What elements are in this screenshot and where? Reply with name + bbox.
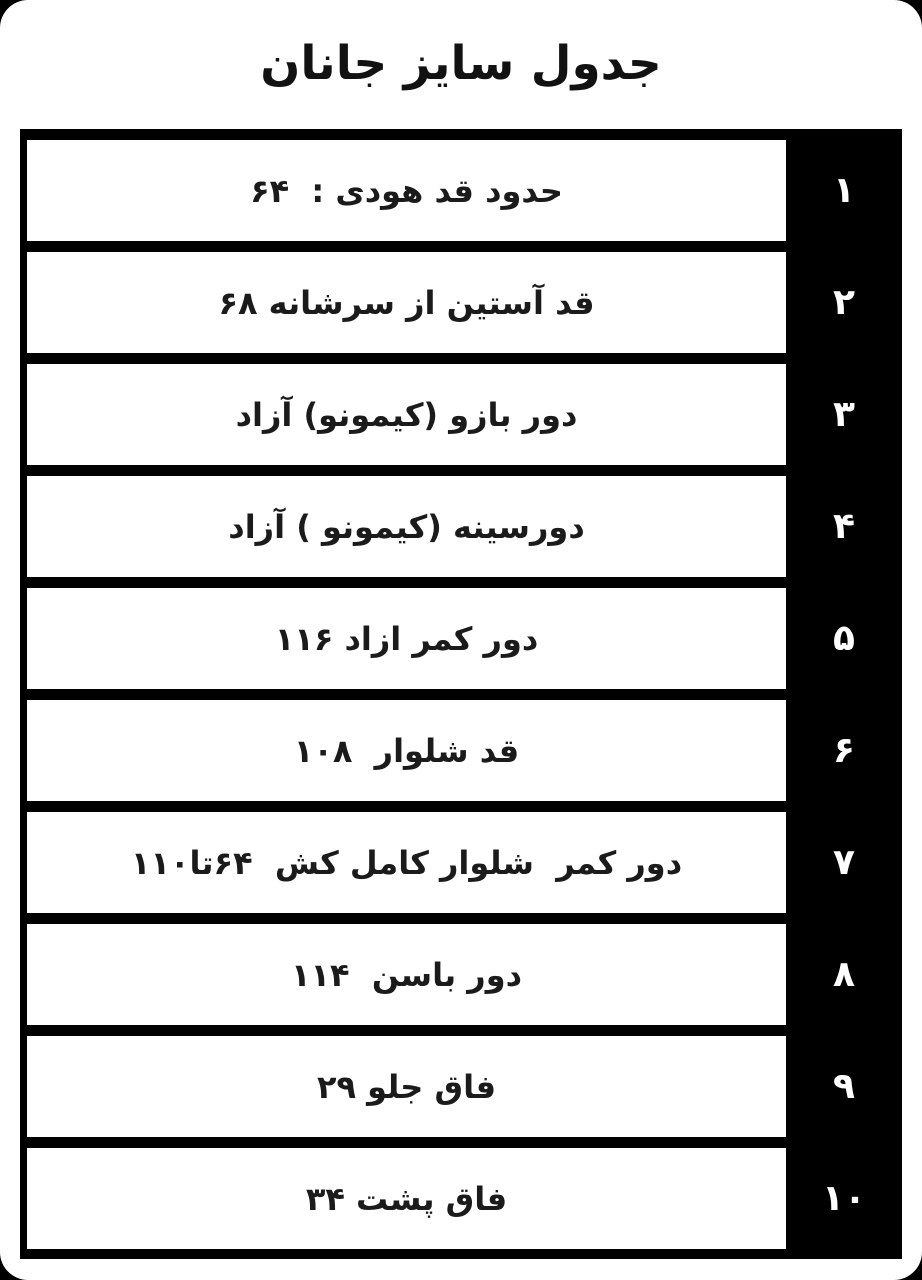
table-row bbox=[27, 812, 902, 913]
row-number: ۲ bbox=[833, 282, 855, 323]
row-number: ۵ bbox=[833, 618, 855, 659]
row-label: دورسینه (کیمونو ) آزاد bbox=[27, 476, 786, 577]
row-number-cell bbox=[786, 140, 902, 241]
row-number-cell bbox=[786, 252, 902, 353]
page-title: جدول سایز جانان bbox=[260, 36, 662, 91]
row-number: ۶ bbox=[833, 730, 855, 771]
row-number: ۱۰ bbox=[822, 1178, 866, 1219]
row-label: فاق پشت ۳۴ bbox=[27, 1148, 786, 1249]
row-number-cell bbox=[786, 476, 902, 577]
table-row bbox=[27, 252, 902, 353]
row-number-cell bbox=[786, 364, 902, 465]
row-number: ۹ bbox=[833, 1066, 855, 1107]
table-row bbox=[27, 588, 902, 689]
table-row bbox=[27, 476, 902, 577]
row-number: ۴ bbox=[833, 506, 855, 547]
row-number: ۷ bbox=[833, 842, 855, 883]
table-row bbox=[27, 140, 902, 241]
row-number: ۱ bbox=[833, 170, 855, 211]
table-row bbox=[27, 1036, 902, 1137]
row-label: فاق جلو ۲۹ bbox=[27, 1036, 786, 1137]
row-number-cell bbox=[786, 1036, 902, 1137]
row-number-cell bbox=[786, 1148, 902, 1249]
row-label: دور کمر ازاد ۱۱۶ bbox=[27, 588, 786, 689]
row-number-cell bbox=[786, 588, 902, 689]
row-number: ۸ bbox=[833, 954, 855, 995]
row-number-cell bbox=[786, 700, 902, 801]
size-table bbox=[20, 129, 902, 1259]
row-number-cell bbox=[786, 924, 902, 1025]
table-row bbox=[27, 1148, 902, 1249]
table-row bbox=[27, 700, 902, 801]
table-row bbox=[27, 924, 902, 1025]
row-label: قد آستین از سرشانه ۶۸ bbox=[27, 252, 786, 353]
row-label: دور بازو (کیمونو) آزاد bbox=[27, 364, 786, 465]
row-number: ۳ bbox=[833, 394, 855, 435]
table-row bbox=[27, 364, 902, 465]
row-label: حدود قد هودی : ۶۴ bbox=[27, 140, 786, 241]
row-label: قد شلوار ۱۰۸ bbox=[27, 700, 786, 801]
row-label: دور باسن ۱۱۴ bbox=[27, 924, 786, 1025]
row-label: دور کمر شلوار کامل کش ۶۴تا۱۱۰ bbox=[27, 812, 786, 913]
row-number-cell bbox=[786, 812, 902, 913]
